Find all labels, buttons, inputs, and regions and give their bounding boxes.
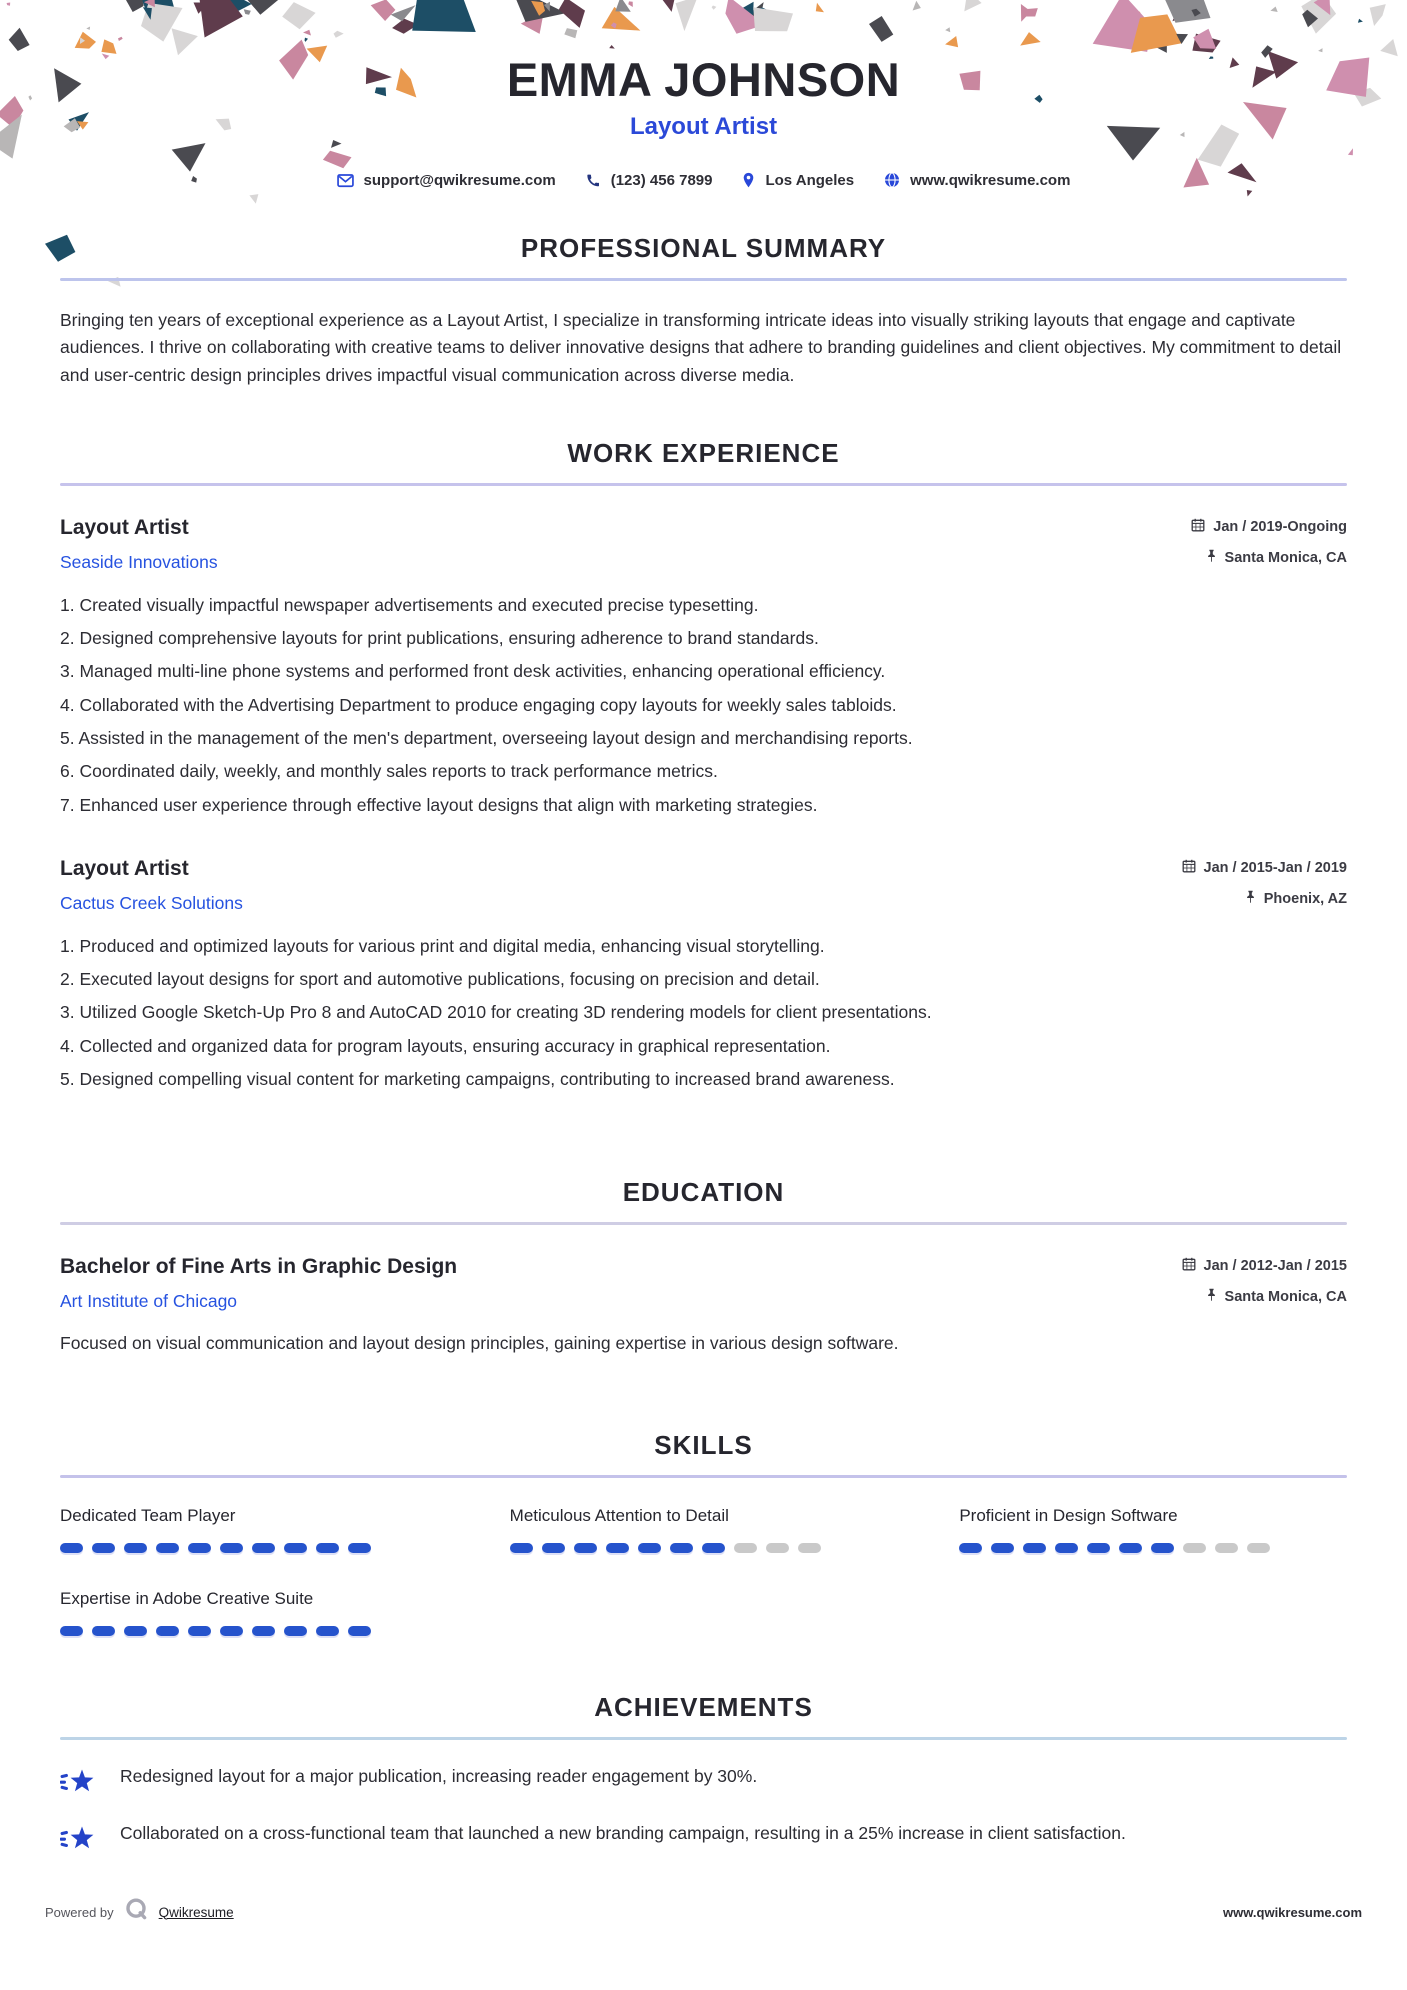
- education-entry-left: [60, 1255, 457, 1312]
- section-divider: [60, 1222, 1347, 1225]
- section-heading-summary: PROFESSIONAL SUMMARY: [520, 232, 887, 263]
- qwikresume-logo-icon: [123, 1896, 150, 1928]
- skill-dash-filled: [60, 1543, 83, 1553]
- skill-dash-filled: [316, 1543, 339, 1553]
- contact-phone-text: (123) 456 7899: [610, 171, 713, 189]
- skill-dash-filled: [188, 1626, 211, 1636]
- skill-dash-filled: [542, 1543, 565, 1553]
- pushpin-icon: [1245, 890, 1256, 908]
- achievements-list: [60, 1764, 1347, 1854]
- skill-dash-filled: [1055, 1543, 1078, 1553]
- skill-dash-filled: [638, 1543, 661, 1553]
- bullet-item: Created visually impactful newspaper advertisements and executed precise typesetting.: [79, 594, 759, 615]
- skill-dash-filled: [316, 1626, 339, 1636]
- contact-phone[interactable]: [586, 172, 713, 189]
- skill-label: Dedicated Team Player: [60, 1506, 236, 1526]
- qwikresume-link[interactable]: Qwikresume: [158, 1904, 234, 1920]
- skill-dash-filled: [92, 1543, 115, 1553]
- job-title: Layout Artist: [60, 515, 189, 539]
- section-heading-experience: WORK EXPERIENCE: [567, 437, 840, 468]
- skill-dash-filled: [220, 1543, 243, 1553]
- degree-title: Bachelor of Fine Arts in Graphic Design: [60, 1255, 458, 1279]
- skill-dash-filled: [1151, 1543, 1174, 1553]
- skill-dash-filled: [510, 1543, 533, 1553]
- bullet-item: Designed comprehensive layouts for print publications, ensuring adherence to brand standards.: [79, 627, 819, 648]
- job-bullet-list: [60, 936, 1347, 1091]
- skill-dash-filled: [284, 1626, 307, 1636]
- skill-dash-filled: [220, 1626, 243, 1636]
- achievement-text: Redesigned layout for a major publication, increasing reader engagement by 30%.: [120, 1766, 758, 1787]
- job-entry: [60, 857, 1347, 1091]
- pushpin-icon: [1206, 549, 1217, 567]
- candidate-name: EMMA JOHNSON: [506, 53, 901, 106]
- achievement-item: [60, 1821, 1347, 1854]
- job-company-link[interactable]: Seaside Innovations: [60, 551, 218, 572]
- job-dates: Jan / 2015-Jan / 2019: [1203, 859, 1347, 876]
- phone-icon: [586, 173, 601, 188]
- job-entry-left: [60, 857, 243, 914]
- footer-website-link[interactable]: www.qwikresume.com: [1223, 1904, 1362, 1920]
- bullet-item: Enhanced user experience through effective layout designs that align with marketing strategies.: [79, 794, 818, 815]
- job-entry-meta: [1182, 857, 1348, 908]
- skill-dash-filled: [188, 1543, 211, 1553]
- skill-dash-filled: [284, 1543, 307, 1553]
- skill-level-bar: [60, 1543, 448, 1553]
- skill-dash-filled: [959, 1543, 982, 1553]
- school-link[interactable]: Art Institute of Chicago: [60, 1291, 238, 1312]
- job-entry-meta: [1191, 516, 1347, 567]
- skill-dash-filled: [670, 1543, 693, 1553]
- contact-website[interactable]: [884, 172, 1070, 189]
- skill-level-bar: [60, 1626, 448, 1636]
- education-entry-meta: [1182, 1255, 1348, 1306]
- calendar-icon: [1182, 1257, 1196, 1275]
- section-divider: [60, 1737, 1347, 1740]
- section-skills: [60, 1430, 1347, 1636]
- job-bullet-list: [60, 595, 1347, 817]
- section-education: [60, 1177, 1347, 1356]
- skill-dash-empty: [1247, 1543, 1270, 1553]
- section-divider: [60, 1475, 1347, 1478]
- bullet-item: Utilized Google Sketch-Up Pro 8 and AutoCAD 2010 for creating 3D rendering models for client presentations.: [79, 1002, 932, 1023]
- skills-grid: [60, 1506, 1347, 1636]
- skill-dash-filled: [252, 1543, 275, 1553]
- skill-dash-filled: [991, 1543, 1014, 1553]
- skill-dash-filled: [156, 1626, 179, 1636]
- skill-dash-filled: [124, 1543, 147, 1553]
- section-work-experience: [60, 438, 1347, 1092]
- skill-dash-empty: [1183, 1543, 1206, 1553]
- summary-text: Bringing ten years of exceptional experience as a Layout Artist, I specialize in transforming intricate ideas into visually striking layouts that engage and captivate audiences. I thrive on collaborating with creative teams to deliver innovative designs that adhere to branding guidelines and client objectives. My commitment to detail and user-centric design principles drives impactful visual communication across diverse media.: [60, 309, 1342, 385]
- section-heading-skills: SKILLS: [654, 1430, 753, 1461]
- section-divider: [60, 483, 1347, 486]
- section-heading-education: EDUCATION: [622, 1177, 785, 1208]
- pushpin-icon: [1206, 1288, 1217, 1306]
- achievement-text: Collaborated on a cross-functional team that launched a new branding campaign, resulting in a 25% increase in client satisfaction.: [120, 1823, 1126, 1844]
- contact-email-text: support@qwikresume.com: [363, 171, 556, 189]
- skill-dash-filled: [1119, 1543, 1142, 1553]
- skill-level-bar: [959, 1543, 1347, 1553]
- education-entry: [60, 1255, 1347, 1356]
- skill-item: [510, 1506, 898, 1553]
- job-entry-left: [60, 516, 218, 573]
- skill-dash-filled: [702, 1543, 725, 1553]
- skill-dash-filled: [1023, 1543, 1046, 1553]
- calendar-icon: [1182, 859, 1196, 877]
- powered-by-label: Powered by: [45, 1904, 114, 1920]
- skill-item: [60, 1506, 448, 1553]
- bullet-item: Assisted in the management of the men's department, overseeing layout design and merchandising reports.: [78, 728, 913, 749]
- job-entry: [60, 516, 1347, 817]
- job-title: Layout Artist: [60, 856, 189, 880]
- contact-location-text: Los Angeles: [765, 171, 855, 189]
- skill-item: [959, 1506, 1347, 1553]
- bullet-item: Collected and organized data for program layouts, ensuring accuracy in graphical representation.: [79, 1035, 831, 1056]
- achievement-star-icon: [60, 1823, 96, 1854]
- section-achievements: [60, 1692, 1347, 1854]
- section-heading-achievements: ACHIEVEMENTS: [594, 1692, 813, 1723]
- bullet-item: Collaborated with the Advertising Department to produce engaging copy layouts for weekly sales tabloids.: [79, 694, 897, 715]
- skill-dash-empty: [766, 1543, 789, 1553]
- bullet-item: Produced and optimized layouts for various print and digital media, enhancing visual storytelling.: [79, 935, 825, 956]
- skill-dash-empty: [798, 1543, 821, 1553]
- candidate-title: Layout Artist: [629, 112, 778, 140]
- skill-label: Meticulous Attention to Detail: [509, 1506, 729, 1526]
- skill-dash-filled: [348, 1543, 371, 1553]
- section-professional-summary: [60, 233, 1347, 390]
- skill-dash-filled: [606, 1543, 629, 1553]
- job-location: Phoenix, AZ: [1263, 890, 1347, 907]
- job-dates: Jan / 2019-Ongoing: [1213, 518, 1347, 535]
- skill-dash-filled: [1087, 1543, 1110, 1553]
- skill-label: Proficient in Design Software: [959, 1506, 1178, 1526]
- contact-email[interactable]: [337, 172, 556, 189]
- education-description: Focused on visual communication and layout design principles, gaining expertise in various design software.: [60, 1333, 899, 1354]
- education-dates: Jan / 2012-Jan / 2015: [1203, 1258, 1347, 1275]
- contact-website-text: www.qwikresume.com: [910, 171, 1071, 189]
- globe-icon: [884, 172, 900, 188]
- bullet-item: Coordinated daily, weekly, and monthly sales reports to track performance metrics.: [79, 761, 718, 782]
- skill-dash-filled: [124, 1626, 147, 1636]
- job-company-link[interactable]: Cactus Creek Solutions: [60, 892, 243, 913]
- skill-level-bar: [510, 1543, 898, 1553]
- skill-dash-filled: [60, 1626, 83, 1636]
- achievement-item: [60, 1764, 1347, 1797]
- skill-dash-filled: [252, 1626, 275, 1636]
- section-divider: [60, 278, 1347, 281]
- footer: [45, 1896, 1362, 1928]
- skill-dash-empty: [1215, 1543, 1238, 1553]
- skill-dash-filled: [574, 1543, 597, 1553]
- header: [60, 0, 1347, 189]
- skill-label: Expertise in Adobe Creative Suite: [60, 1589, 314, 1609]
- contact-location[interactable]: [742, 172, 854, 189]
- contact-row: [60, 172, 1347, 189]
- skill-dash-empty: [734, 1543, 757, 1553]
- bullet-item: Designed compelling visual content for marketing campaigns, contributing to increased brand awareness.: [79, 1069, 895, 1090]
- achievement-star-icon: [60, 1766, 96, 1797]
- education-location: Santa Monica, CA: [1224, 1289, 1347, 1306]
- bullet-item: Managed multi-line phone systems and performed front desk activities, enhancing operational efficiency.: [79, 661, 886, 682]
- skill-item: [60, 1589, 448, 1636]
- skill-dash-filled: [156, 1543, 179, 1553]
- calendar-icon: [1191, 518, 1205, 536]
- skill-dash-filled: [348, 1626, 371, 1636]
- email-icon: [337, 173, 354, 188]
- job-location: Santa Monica, CA: [1224, 549, 1347, 566]
- skill-dash-filled: [92, 1626, 115, 1636]
- bullet-item: Executed layout designs for sport and automotive publications, focusing on precision and detail.: [79, 969, 820, 990]
- location-icon: [742, 172, 755, 189]
